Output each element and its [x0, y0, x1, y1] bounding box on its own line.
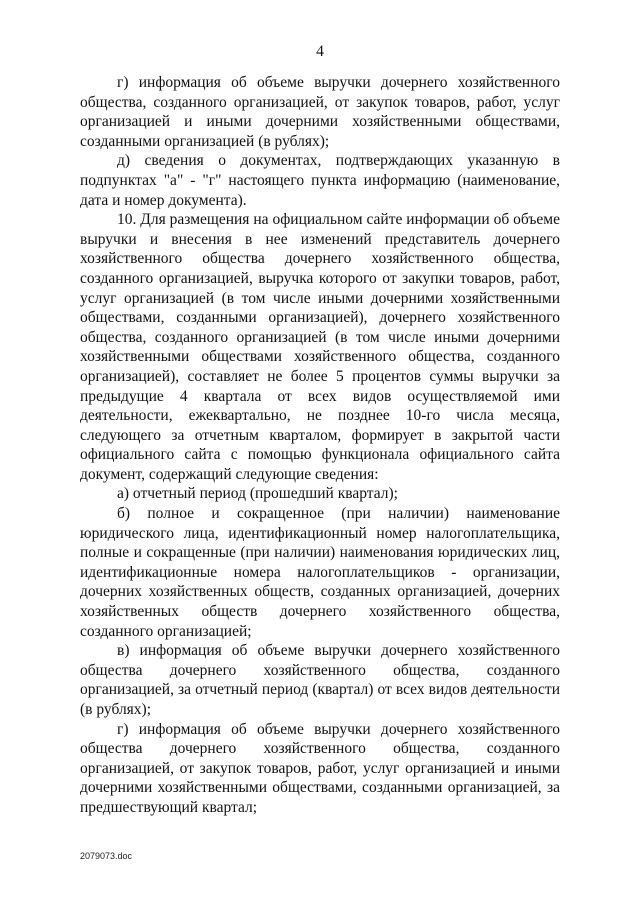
- paragraph-a-reporting-period: а) отчетный период (прошедший квартал);: [117, 485, 398, 503]
- paragraph-v-revenue-all-activities: в) информация об объеме выручки дочернего хозяйственного общества дочернего хозяйственного общества, созданного организацией, за отчетный период (квартал) от всех видов деятельности (в рублях);: [80, 642, 560, 718]
- paragraph-d-supporting-documents: д) сведения о документах, подтверждающих указанную в подпунктах "а" - "г" настоящего пункта информацию (наименование, дата и номер документа).: [80, 152, 560, 209]
- document-filename-footer: 2079073.doc: [80, 851, 133, 861]
- paragraph-b-entity-names: б) полное и сокращенное (при наличии) наименование юридического лица, идентификационный номер налогоплательщика, полные и сокращенные (при наличии) наименования юридических лиц, идентификационные номера налогоплательщиков - организации, дочерних хозяйственных обществ, созданных организацией, дочерних хозяйственных обществ дочернего хозяйственного общества, созданного организацией;: [80, 505, 560, 640]
- paragraph-g-revenue-previous-quarter: г) информация об объеме выручки дочернего хозяйственного общества дочернего хозяйственного общества, созданного организацией, от закупок товаров, работ, услуг организацией и иными дочерними хозяйственными обществами, созданными организацией, за предшествующий квартал;: [80, 720, 560, 816]
- paragraph-10-publication-procedure: 10. Для размещения на официальном сайте информации об объеме выручки и внесения в нее изменений представитель дочернего хозяйственного общества дочернего хозяйственного общества, созданного организацией, выручка которого от закупки товаров, работ, услуг организацией (в том числе иными дочерними хозяйственными обществами, созданными организацией), дочернего хозяйственного общества, созданного организацией (в том числе иными дочерними хозяйственными обществами хозяйственного общества, созданного организацией), составляет не более 5 процентов суммы выручки за предыдущие 4 квартала от всех видов осуществляемой ими деятельности, ежеквартально, не позднее 10-го числа месяца, следующего за отчетным кварталом, формирует в закрытой части официального сайта с помощью функционала официального сайта документ, содержащий следующие сведения:: [80, 211, 560, 483]
- paragraph-g-revenue-from-procurement: г) информация об объеме выручки дочернего хозяйственного общества, созданного организацией, от закупок товаров, работ, услуг организацией и иными дочерними хозяйственными обществами, созданными организацией (в рублях);: [80, 74, 560, 150]
- document-body: [80, 73, 560, 818]
- page-number: 4: [316, 43, 324, 60]
